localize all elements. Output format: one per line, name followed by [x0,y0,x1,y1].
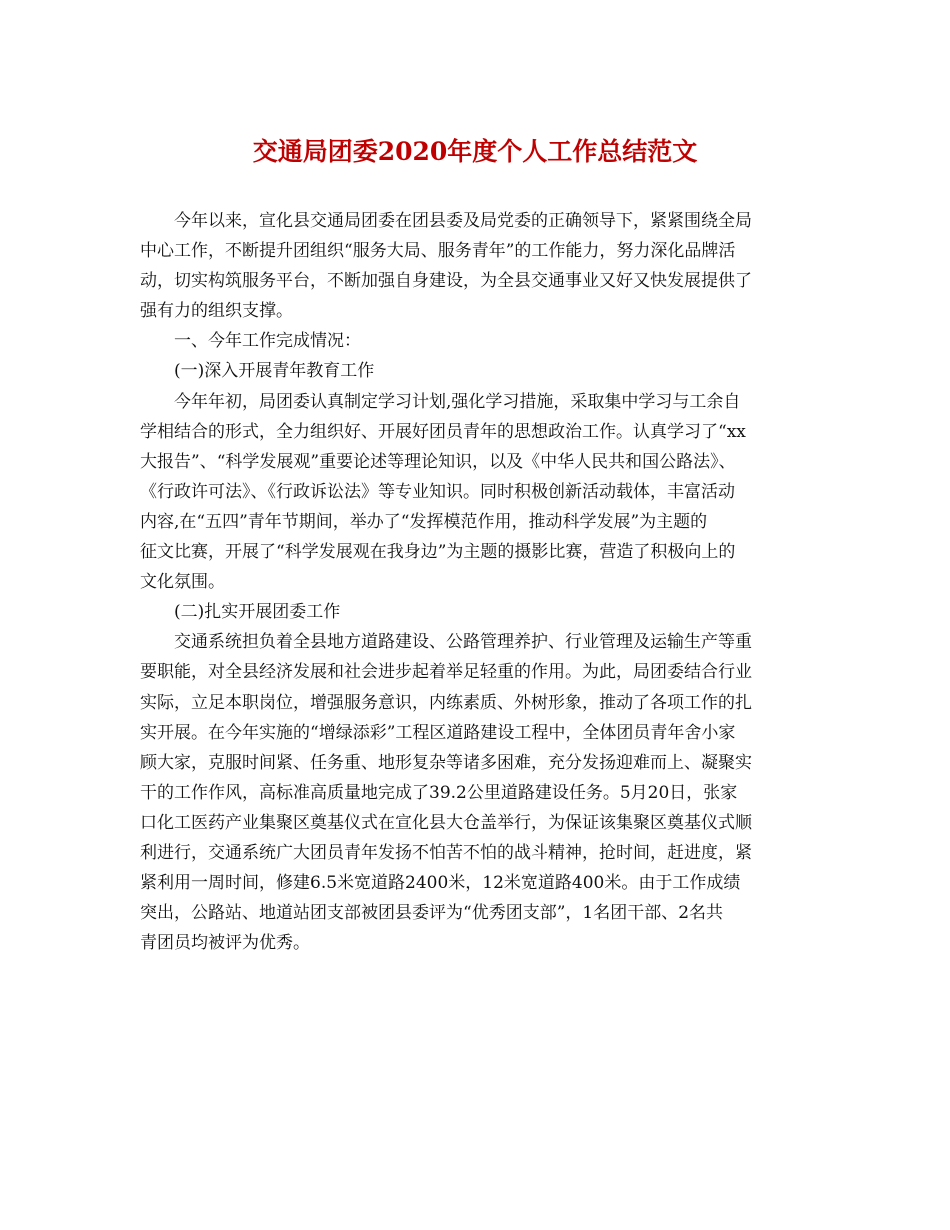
body-line: 征文比赛，开展了“科学发展观在我身边”为主题的摄影比赛，营造了积极向上的 [140,542,736,563]
body-line: 利进行，交通系统广大团员青年发扬不怕苦不怕的战斗精神，抢时间，赶进度，紧 [140,842,752,863]
body-line: 内容,在“五四”青年节期间，举办了“发挥模范作用，推动科学发展”为主题的 [140,511,708,532]
body-line: 中心工作，不断提升团组织“服务大局、服务青年”的工作能力，努力深化品牌活 [140,241,736,262]
body-line: 要职能，对全县经济发展和社会进步起着举足轻重的作用。为此，局团委结合行业 [140,662,752,683]
body-line: 一、今年工作完成情况： [174,331,361,352]
body-line: 学相结合的形式，全力组织好、开展好团员青年的思想政治工作。认真学习了“xx [140,421,746,442]
body-line: 大报告”、“科学发展观”重要论述等理论知识，以及《中华人民共和国公路法》、 [140,451,736,472]
body-line: (一)深入开展青年教育工作 [174,361,375,382]
body-line: (二)扎实开展团委工作 [174,602,341,623]
body-line: 文化氛围。 [140,572,225,593]
document-title: 交通局团委2020年度个人工作总结范文 [252,137,698,166]
body-line: 实际，立足本职岗位，增强服务意识，内练素质、外树形象，推动了各项工作的扎 [140,692,752,713]
body-line: 今年年初，局团委认真制定学习计划,强化学习措施，采取集中学习与工余自 [174,391,741,412]
body-line: 紧利用一周时间，修建6.5米宽道路2400米，12米宽道路400米。由于工作成绩 [140,873,741,894]
body-line: 干的工作作风，高标准高质量地完成了39.2公里道路建设任务。5月20日，张家 [140,782,738,803]
body-line: 顾大家，克服时间紧、任务重、地形复杂等诸多困难，充分发扬迎难而上、凝聚实 [140,752,752,773]
document-body [140,206,820,958]
body-line: 今年以来，宣化县交通局团委在团县委及局党委的正确领导下，紧紧围绕全局 [174,211,752,231]
body-line: 口化工医药产业集聚区奠基仪式在宣化县大仓盖举行，为保证该集聚区奠基仪式顺 [140,812,752,833]
body-line: 青团员均被评为优秀。 [140,933,310,954]
body-line: 实开展。在今年实施的“增绿添彩”工程区道路建设工程中，全体团员青年舍小家 [140,722,736,743]
body-line: 《行政许可法》、《行政诉讼法》等专业知识。同时积极创新活动载体，丰富活动 [140,481,735,502]
body-line: 强有力的组织支撑。 [140,301,293,322]
body-line: 交通系统担负着全县地方道路建设、公路管理养护、行业管理及运输生产等重 [174,632,752,653]
body-line: 突出，公路站、地道站团支部被团县委评为“优秀团支部”，1名团干部、2名共 [140,903,724,924]
body-line: 动，切实构筑服务平台，不断加强自身建设，为全县交通事业又好又快发展提供了 [140,271,752,292]
